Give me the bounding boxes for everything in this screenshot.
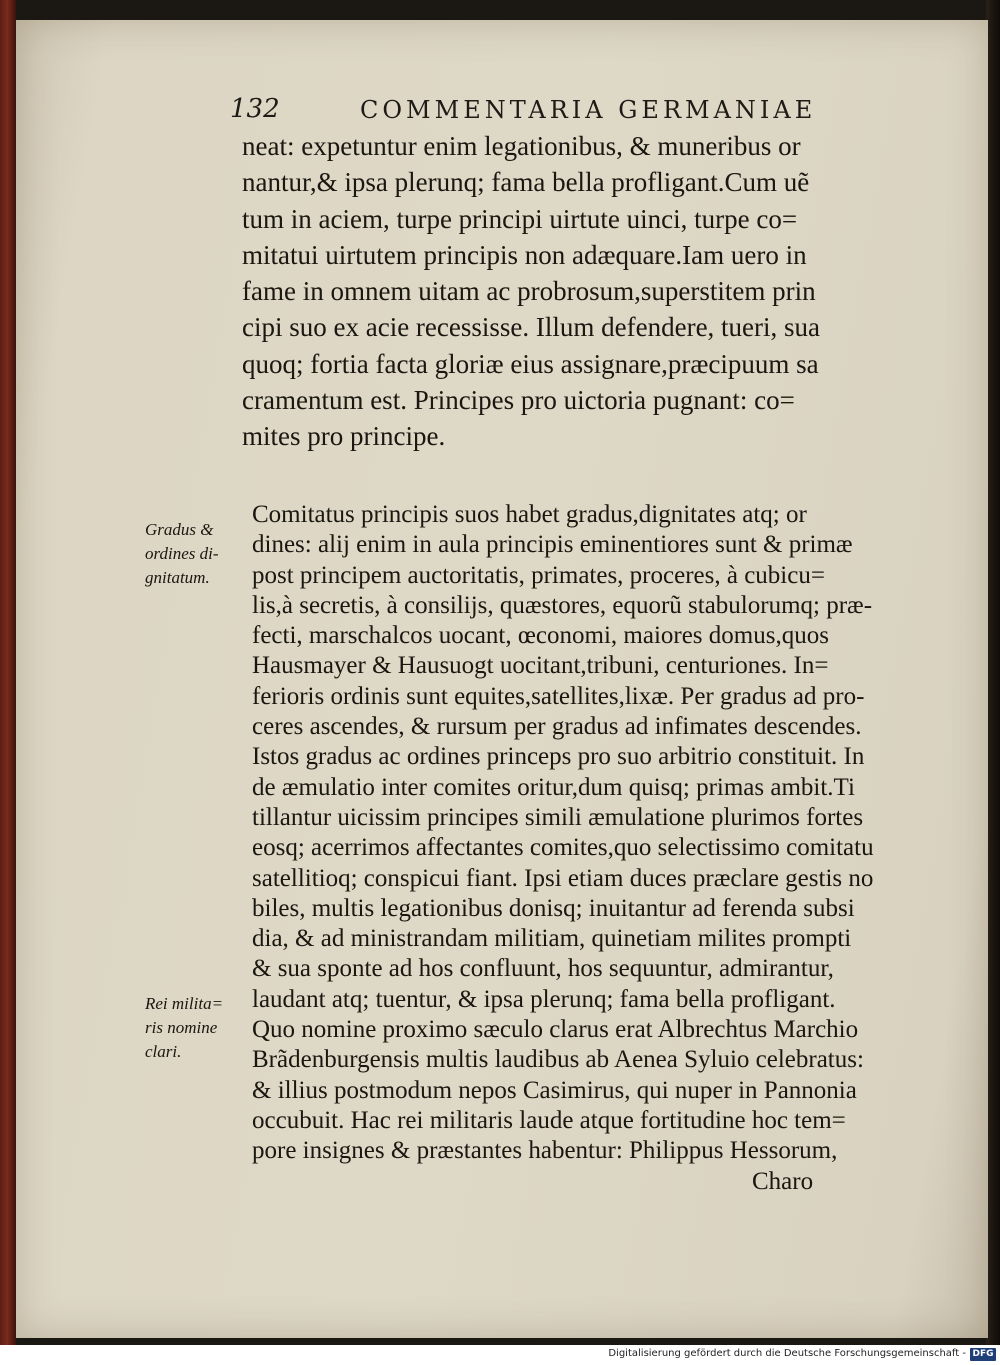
text-line: Brãdenburgensis multis laudibus ab Aenea Syluio celebratus: <box>252 1046 864 1074</box>
text-line: nantur,& ipsa plerunq; fama bella profligant.Cum uẽ <box>242 167 810 198</box>
footer-bar <box>0 1345 1000 1365</box>
catchword-line: Charo <box>252 1167 814 1195</box>
text-line: & illius postmodum nepos Casimirus, qui nuper in Pannonia <box>252 1076 857 1104</box>
page-number: 132 <box>230 94 280 124</box>
text-line: dia, & ad ministrandam militiam, quinetiam milites prompti <box>252 925 852 953</box>
text-line: mites pro principe. <box>242 421 446 452</box>
dfg-logo: DFG <box>970 1348 996 1361</box>
text-line: dines: alij enim in aula principis eminentiores sunt & primæ <box>252 531 853 559</box>
running-head <box>230 90 860 130</box>
margin-note-line: ris nomine <box>145 1018 218 1037</box>
text-line: fecti, marschalcos uocant, œconomi, maiores domus,quos <box>252 622 829 650</box>
margin-note-line: gnitatum. <box>145 568 210 587</box>
margin-note-line: ordines di- <box>145 544 219 563</box>
text-line: eosq; acerrimos affectantes comites,quo selectissimo comitatu <box>252 834 874 862</box>
paragraph-2 <box>252 500 972 1197</box>
text-line: pore insignes & præstantes habentur: Philippus Hessorum, <box>252 1137 838 1165</box>
text-line: mitatui uirtutem principis non adæquare.Iam uero in <box>242 239 807 270</box>
margin-note-gradus <box>145 518 219 590</box>
funding-notice: Digitalisierung gefördert durch die Deutsche Forschungsgemeinschaft - <box>608 1348 966 1359</box>
text-line: Hausmayer & Hausuogt uocitant,tribuni, centuriones. In= <box>252 652 829 680</box>
text-line: laudant atq; tuentur, & ipsa plerunq; fama bella profligant. <box>252 985 836 1013</box>
margin-note-line: Gradus & <box>145 520 214 539</box>
text-line: ferioris ordinis sunt equites,satellites,lixæ. Per gradus ad pro- <box>252 682 865 710</box>
text-line: tum in aciem, turpe principi uirtute uinci, turpe co= <box>242 203 798 234</box>
text-line: & sua sponte ad hos confluunt, hos sequuntur, admirantur, <box>252 955 834 983</box>
text-line: satellitioq; conspicui fiant. Ipsi etiam duces præclare gestis no <box>252 864 874 892</box>
text-line: Istos gradus ac ordines princeps pro suo arbitrio constituit. In <box>252 743 865 771</box>
margin-note-line: clari. <box>145 1042 182 1061</box>
text-line: lis,à secretis, à consilijs, quæstores, equorũ stabulorumq; præ- <box>252 591 873 619</box>
text-line: cramentum est. Principes pro uictoria pugnant: co= <box>242 385 795 416</box>
text-line: quoq; fortia facta gloriæ eius assignare,præcipuum sa <box>242 348 819 379</box>
book-binding-edge <box>0 0 16 1345</box>
margin-note-line: Rei milita= <box>145 994 224 1013</box>
text-line: de æmulatio inter comites oritur,dum quisq; primas ambit.Ti <box>252 773 855 801</box>
text-line: cipi suo ex acie recessisse. Illum defendere, tueri, sua <box>242 312 821 343</box>
text-line: Comitatus principis suos habet gradus,dignitates atq; or <box>252 501 807 528</box>
text-line: occubuit. Hac rei militaris laude atque fortitudine hoc tem= <box>252 1106 846 1134</box>
text-line: fame in omnem uitam ac probrosum,superstitem prin <box>242 276 816 307</box>
paragraph-1 <box>242 128 962 455</box>
text-line: neat: expetuntur enim legationibus, & muneribus or <box>242 131 801 161</box>
text-line: ceres ascendes, & rursum per gradus ad infimates descendes. <box>252 713 862 741</box>
page-right-edge <box>986 0 1000 1345</box>
text-line: post principem auctoritatis, primates, proceres, à cubicu= <box>252 561 825 589</box>
text-line: biles, multis legationibus donisq; inuitantur ad ferenda subsi <box>252 894 855 922</box>
margin-note-rei-militaris <box>145 992 223 1064</box>
text-line: tillantur uicissim principes simili æmulatione plurimos fortes <box>252 803 864 831</box>
book-page <box>16 20 988 1338</box>
text-line: Quo nomine proximo sæculo clarus erat Albrechtus Marchio <box>252 1016 859 1044</box>
running-title: COMMENTARIA GERMANIAE <box>360 96 817 124</box>
